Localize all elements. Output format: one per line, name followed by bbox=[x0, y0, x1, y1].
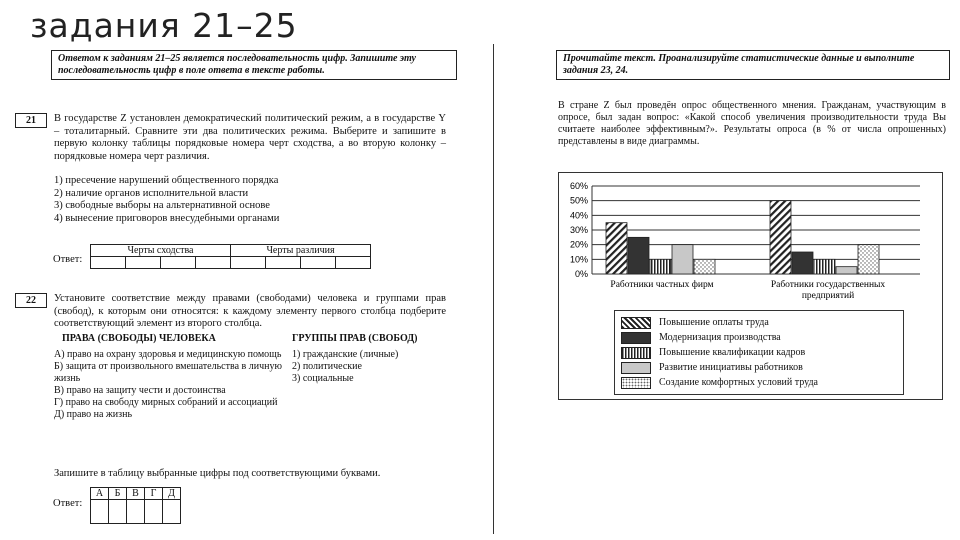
bar bbox=[606, 223, 627, 274]
letter-cell: Г bbox=[145, 488, 163, 500]
survey-text: В стране Z был проведён опрос общественного мнения. Гражданам, участвующим в опросе, был задан вопрос: «Какой способ увеличения производительности труда Вы считаете наиболее эффективным?». Результаты опроса (в % от числа опрошенных) представлены в виде диаграммы. bbox=[558, 100, 946, 147]
answer-cell[interactable] bbox=[91, 500, 109, 524]
legend-item bbox=[621, 315, 897, 330]
answer-cell[interactable] bbox=[127, 500, 145, 524]
legend-item bbox=[621, 375, 897, 390]
x-tick-label-line: Работники частных фирм bbox=[610, 280, 714, 290]
answer-label-22: Ответ: bbox=[53, 498, 83, 509]
question-21-options bbox=[54, 175, 446, 225]
answer-cell[interactable] bbox=[145, 500, 163, 524]
letter-cell: Д bbox=[163, 488, 181, 500]
answer-cell[interactable] bbox=[196, 257, 231, 269]
instruction-box-right: Прочитайте текст. Проанализируйте статистические данные и выполните задания 23, 24. bbox=[556, 50, 950, 80]
y-tick-label: 40% bbox=[569, 210, 588, 221]
answer-label-21: Ответ: bbox=[53, 254, 83, 265]
bar bbox=[694, 259, 715, 274]
answer-cell[interactable] bbox=[336, 257, 371, 269]
group-item: 1) гражданские (личные) bbox=[292, 349, 399, 360]
answer-cell[interactable] bbox=[301, 257, 336, 269]
right-item: В) право на защиту чести и достоинства bbox=[54, 385, 226, 396]
legend-label: Модернизация производства bbox=[659, 332, 781, 343]
legend-label: Развитие инициативы работников bbox=[659, 362, 803, 373]
bar bbox=[836, 267, 857, 274]
legend-label: Повышение оплаты труда bbox=[659, 317, 769, 328]
legend-swatch bbox=[621, 377, 651, 389]
slide-title: задания 21–25 bbox=[30, 6, 298, 45]
bar bbox=[858, 245, 879, 274]
column-1-header: ПРАВА (СВОБОДЫ) ЧЕЛОВЕКА bbox=[62, 333, 216, 344]
header-differences: Черты различия bbox=[231, 245, 371, 257]
legend-label: Повышение квалификации кадров bbox=[659, 347, 806, 358]
column-2-list bbox=[292, 349, 452, 385]
group-item: 2) политические bbox=[292, 361, 362, 372]
bar-chart bbox=[558, 172, 942, 312]
x-tick-label-line: предприятий bbox=[801, 291, 855, 301]
x-tick-label bbox=[610, 279, 713, 290]
header-similarities: Черты сходства bbox=[91, 245, 231, 257]
answer-cell[interactable] bbox=[163, 500, 181, 524]
answer-cell[interactable] bbox=[109, 500, 127, 524]
option-item: 1) пресечение нарушений общественного порядка bbox=[54, 175, 279, 186]
question-22-footer: Запишите в таблицу выбранные цифры под соответствующими буквами. bbox=[54, 468, 381, 479]
bar bbox=[792, 252, 813, 274]
y-tick-label: 60% bbox=[569, 181, 588, 191]
answer-cell[interactable] bbox=[91, 257, 126, 269]
group-item: 3) социальные bbox=[292, 373, 354, 384]
legend-item bbox=[621, 360, 897, 375]
x-tick-label bbox=[771, 279, 886, 301]
letter-cell: В bbox=[127, 488, 145, 500]
legend-label: Создание комфортных условий труда bbox=[659, 377, 818, 388]
column-2-header: ГРУППЫ ПРАВ (СВОБОД) bbox=[292, 333, 418, 344]
answer-cell[interactable] bbox=[231, 257, 266, 269]
bar bbox=[814, 259, 835, 274]
option-item: 2) наличие органов исполнительной власти bbox=[54, 187, 249, 199]
answer-cell[interactable] bbox=[266, 257, 301, 269]
legend-item bbox=[621, 345, 897, 360]
option-item: 3) свободные выборы на альтернативной основе bbox=[54, 200, 270, 211]
y-tick-label: 10% bbox=[569, 254, 588, 265]
question-21-text: В государстве Z установлен демократический политический режим, а в государстве Y – тоталитарный. Сравните эти два политических режима. Выберите и запишите в первую колонку таблицы порядковые номера черт сходства, а во вторую колонку – порядковые номера черт различия. bbox=[54, 113, 446, 162]
legend-swatch bbox=[621, 347, 651, 359]
y-tick-label: 30% bbox=[569, 225, 588, 235]
chart-legend bbox=[614, 310, 904, 395]
bar bbox=[672, 245, 693, 274]
answer-cell[interactable] bbox=[161, 257, 196, 269]
right-item: Г) право на свободу мирных собраний и ассоциаций bbox=[54, 397, 278, 408]
x-tick-label-line: Работники государственных bbox=[770, 280, 886, 290]
option-item: 4) вынесение приговоров внесудебными органами bbox=[54, 212, 280, 224]
instruction-box: Ответом к заданиям 21–25 является последовательность цифр. Запишите эту последовательность цифр в поле ответа в тексте работы. bbox=[51, 50, 457, 80]
question-22-number: 22 bbox=[15, 293, 47, 308]
bar bbox=[770, 201, 791, 274]
bar bbox=[628, 237, 649, 274]
right-item: А) право на охрану здоровья и медицинскую помощь bbox=[54, 349, 282, 360]
column-1-list bbox=[54, 349, 282, 421]
legend-swatch bbox=[621, 362, 651, 374]
question-22-text: Установите соответствие между правами (свободами) человека и группами прав (свобод), к которым они относятся: к каждому элементу первого столбца подберите соответствующий элемент из второго столбца. bbox=[54, 293, 446, 329]
right-item: Д) право на жизнь bbox=[54, 409, 133, 420]
right-item: Б) защита от произвольного вмешательства в личную жизнь bbox=[54, 361, 282, 384]
legend-swatch bbox=[621, 317, 651, 329]
question-21-number: 21 bbox=[15, 113, 47, 128]
bar bbox=[650, 259, 671, 274]
letter-cell: А bbox=[91, 488, 109, 500]
answer-table-22 bbox=[90, 487, 181, 524]
answer-table-21 bbox=[90, 244, 371, 269]
legend-item bbox=[621, 330, 897, 345]
y-tick-label: 20% bbox=[569, 239, 588, 250]
answer-cell[interactable] bbox=[126, 257, 161, 269]
y-tick-label: 50% bbox=[569, 195, 588, 206]
column-divider bbox=[493, 44, 494, 534]
letter-cell: Б bbox=[109, 488, 127, 500]
legend-swatch bbox=[621, 332, 651, 344]
y-tick-label: 0% bbox=[574, 269, 588, 279]
